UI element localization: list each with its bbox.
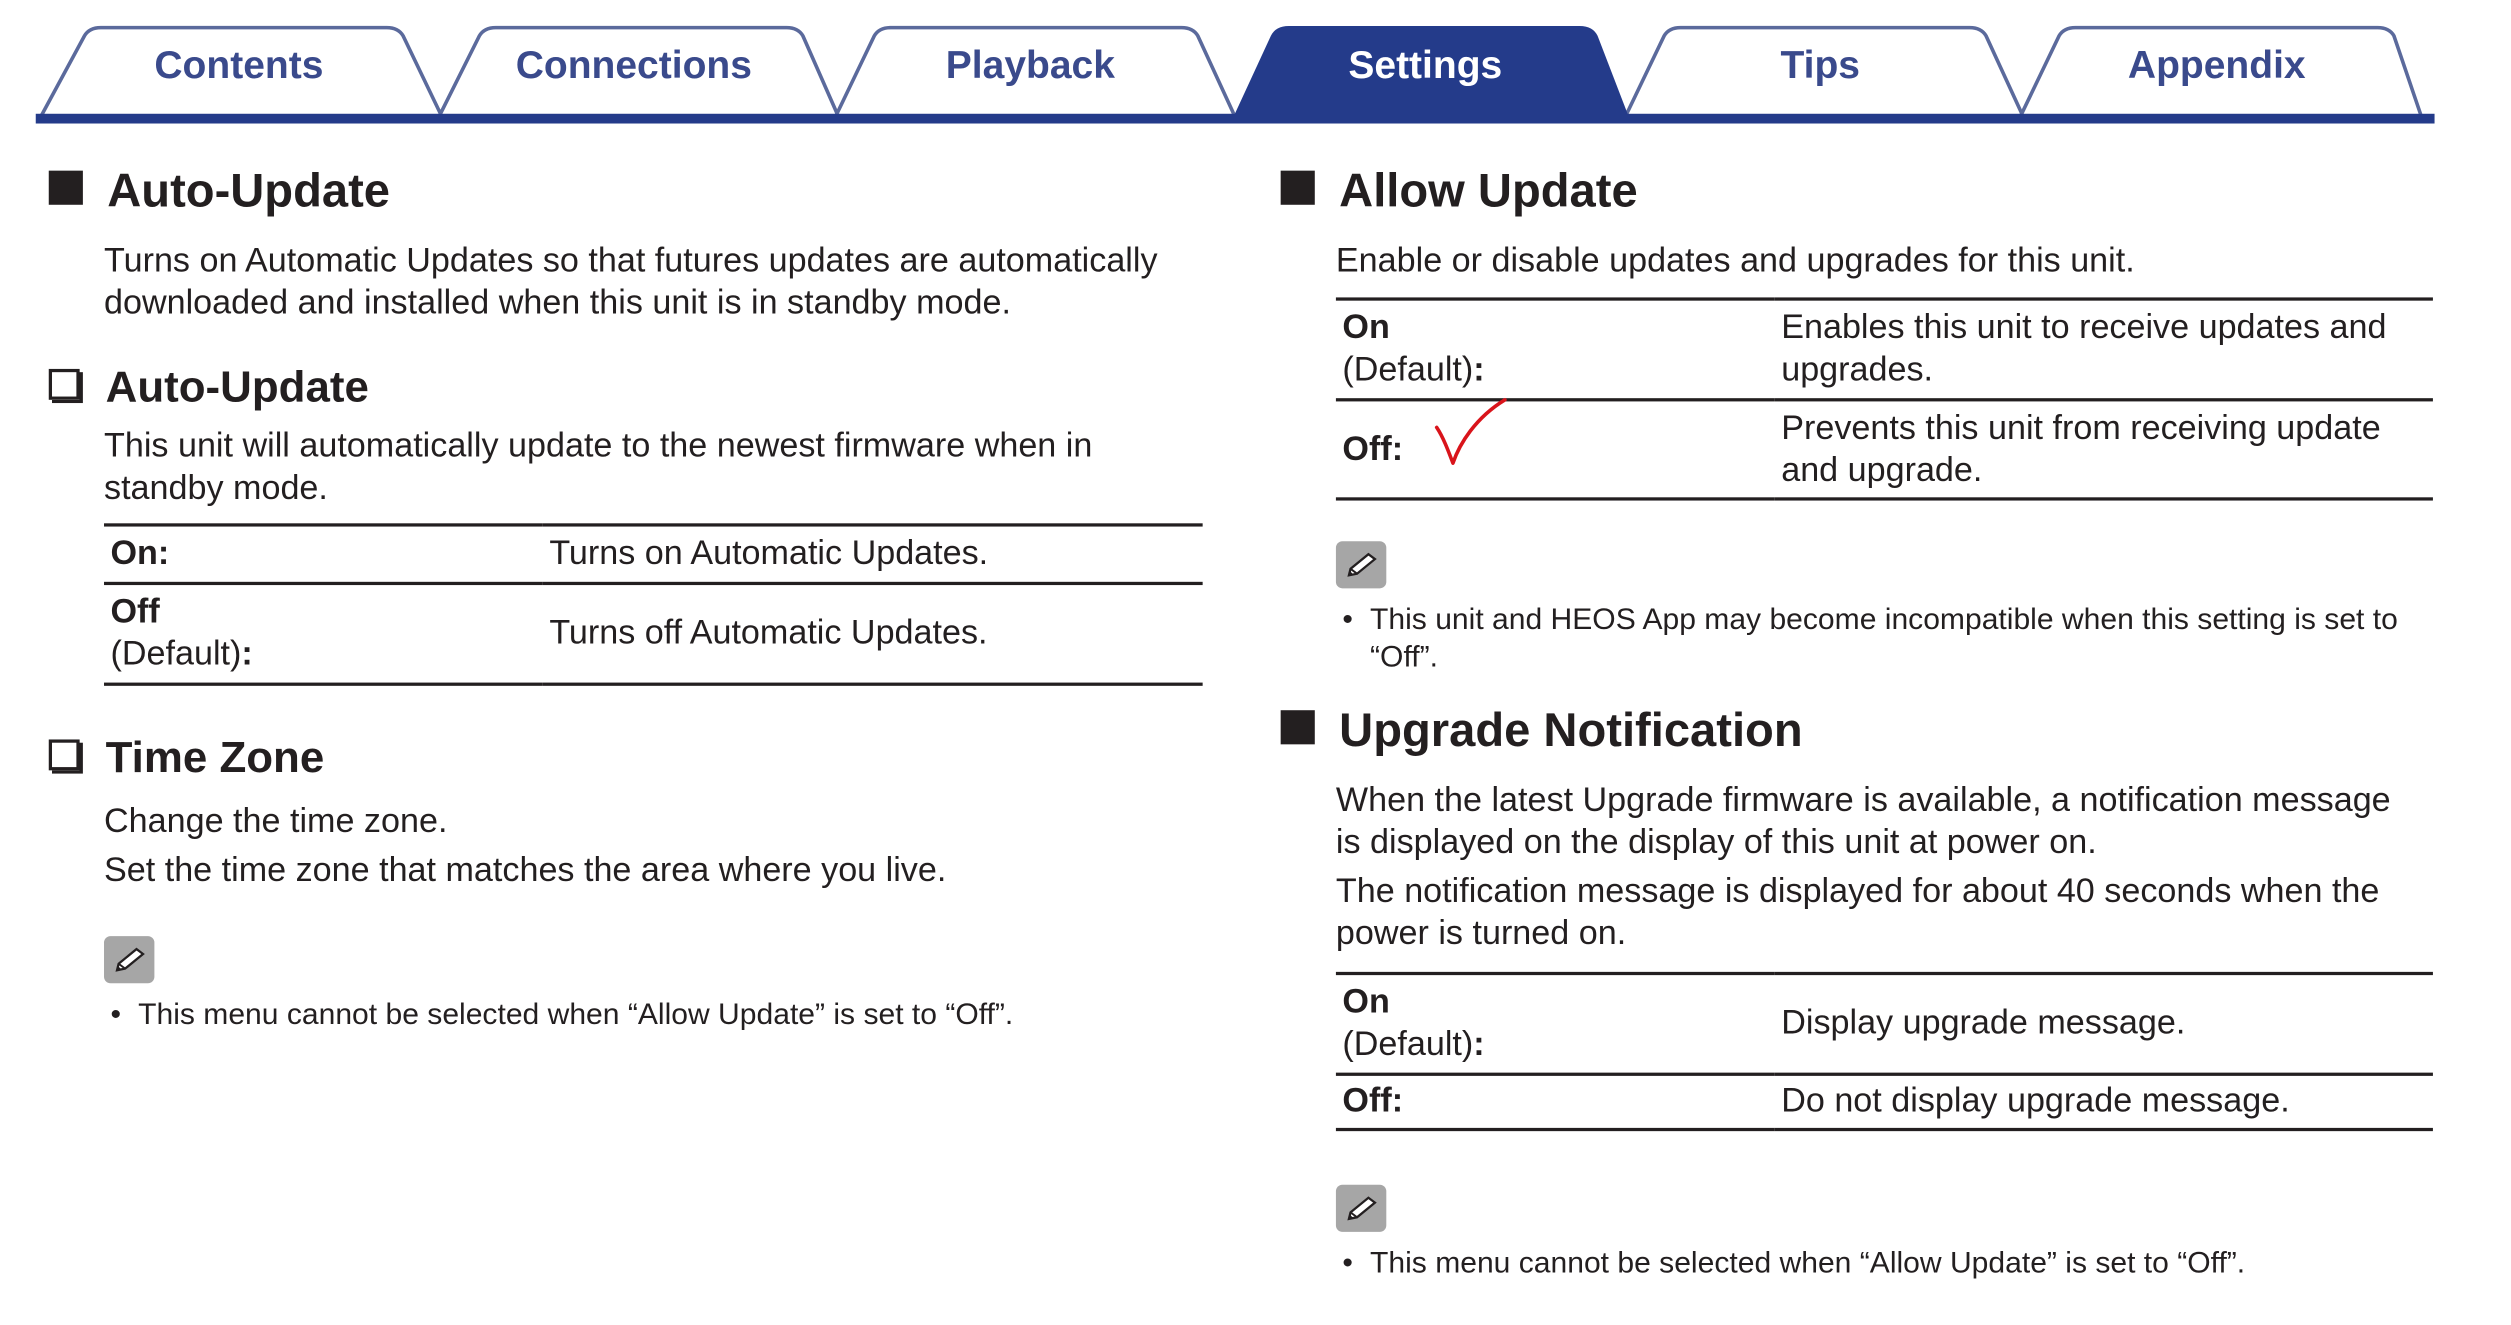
option-name-cell [104, 583, 543, 684]
note-text: This menu cannot be selected when “Allow Update” is set to “Off”. [1370, 1244, 2246, 1280]
text-line: Turns on Automatic Updates so that futures updates are automatically [104, 242, 1158, 280]
auto-update-options-table [104, 523, 1203, 686]
auto-update-sub-description [46, 426, 1208, 511]
table-row [1336, 299, 2433, 400]
tab-contents[interactable]: Contents [154, 43, 324, 88]
allow-update-options-table [1336, 297, 2433, 500]
pencil-icon [1343, 1194, 1379, 1223]
auto-update-main-description [46, 241, 1208, 326]
box-bullet-icon [49, 739, 80, 770]
subsection-heading [46, 726, 1208, 788]
allow-update-note [1277, 600, 2439, 675]
tab-bar [0, 0, 2511, 130]
box-bullet-icon [49, 368, 80, 399]
option-name: On [110, 534, 158, 573]
option-name-cell [1336, 400, 1775, 499]
text-line: Enables this unit to receive updates and [1781, 308, 2387, 347]
option-name-cell [104, 525, 543, 584]
option-name-cell [1336, 299, 1775, 400]
tab-tips[interactable]: Tips [1780, 43, 1860, 88]
tab-playback[interactable]: Playback [945, 43, 1115, 88]
text-line: This unit will automatically update to the newest firmware when in [104, 427, 1093, 465]
text-line: and upgrade. [1781, 450, 1983, 489]
tab-appendix[interactable]: Appendix [2127, 43, 2306, 88]
option-desc [1775, 299, 2433, 400]
text-line: When the latest Upgrade firmware is available, a notification message [1335, 781, 2391, 820]
option-colon: : [241, 635, 253, 673]
section-heading [46, 159, 1208, 224]
bullet-dot: • [1342, 601, 1353, 636]
pencil-note-icon [1336, 541, 1386, 588]
auto-update-sub-section [46, 356, 1208, 686]
option-desc [1775, 400, 2433, 499]
table-row [104, 583, 1203, 684]
section-heading [1277, 699, 2439, 764]
auto-update-main-section [46, 159, 1208, 325]
option-name: On [1342, 308, 1390, 347]
allow-update-heading: Allow Update [1339, 164, 1638, 217]
square-bullet-icon [49, 170, 83, 204]
right-column [1277, 159, 2439, 1280]
option-default: (Default) [1342, 1025, 1474, 1063]
text-line: Prevents this unit from receiving update [1781, 408, 2381, 447]
text-line: downloaded and installed when this unit is in standby mode. [104, 284, 1011, 322]
option-colon: : [1391, 1082, 1404, 1120]
table-row [1336, 973, 2433, 1074]
option-desc: Turns off Automatic Updates. [549, 614, 988, 652]
bullet-dot: • [1342, 1244, 1353, 1280]
option-colon: : [157, 534, 170, 573]
text-line: Change the time zone. [104, 802, 448, 841]
option-colon: : [1473, 1025, 1485, 1063]
upgrade-notification-description [1277, 780, 2439, 956]
text-line: The notification message is displayed for about 40 seconds when the [1335, 872, 2380, 911]
text-line: Set the time zone that matches the area where you live. [104, 851, 947, 889]
allow-update-section [1277, 159, 2439, 674]
option-name-cell [1336, 973, 1775, 1074]
bullet-dot: • [110, 996, 122, 1031]
option-colon: : [1473, 351, 1485, 389]
allow-update-description: Enable or disable updates and upgrades for this unit. [1335, 242, 2135, 280]
time-zone-description [46, 798, 1208, 896]
subsection-heading [46, 356, 1208, 418]
table-row [1336, 400, 2433, 499]
table-row [1336, 1074, 2433, 1129]
text-line: is displayed on the display of this unit at power on. [1335, 823, 2097, 862]
text-line: “Off”. [1370, 638, 1438, 673]
square-bullet-icon [1281, 709, 1315, 743]
option-name: On [1342, 983, 1390, 1021]
text-line: power is turned on. [1335, 914, 1627, 953]
pencil-note-icon [1336, 1185, 1386, 1232]
handwritten-checkmark-icon [1433, 398, 1511, 470]
note-text: This menu cannot be selected when “Allow Update” is set to “Off”. [138, 996, 1014, 1031]
upgrade-notification-section [1277, 699, 2439, 1281]
option-default: (Default) [1342, 351, 1474, 389]
option-name: Off [1342, 429, 1392, 468]
option-desc: Display upgrade message. [1781, 1004, 2186, 1042]
time-zone-heading: Time Zone [105, 732, 325, 781]
option-desc: Turns on Automatic Updates. [549, 534, 989, 573]
pencil-icon [1343, 550, 1379, 579]
left-column [46, 159, 1208, 1032]
option-name: Off [110, 593, 160, 631]
text-line: This unit and HEOS App may become incompatible when this setting is set to [1370, 601, 2398, 636]
time-zone-note [46, 995, 1208, 1032]
tab-connections[interactable]: Connections [515, 43, 752, 88]
upgrade-notification-note [1277, 1243, 2439, 1280]
tab-base-rule [36, 114, 2435, 124]
auto-update-main-heading: Auto-Update [107, 164, 391, 217]
tab-settings[interactable]: Settings [1348, 43, 1503, 88]
square-bullet-icon [1281, 170, 1315, 204]
upgrade-notification-options-table [1336, 972, 2433, 1131]
note-text [1342, 600, 2439, 675]
option-colon: : [1391, 429, 1404, 468]
pencil-icon [111, 945, 147, 974]
section-heading [1277, 159, 2439, 224]
option-name-cell [1336, 1074, 1775, 1129]
option-name: Off [1342, 1082, 1392, 1120]
text-line: standby mode. [104, 469, 328, 508]
option-default: (Default) [110, 635, 242, 673]
upgrade-notification-heading: Upgrade Notification [1339, 704, 1803, 757]
text-line: upgrades. [1781, 351, 1934, 389]
option-desc: Do not display upgrade message. [1781, 1082, 2290, 1120]
table-row [104, 525, 1203, 584]
auto-update-sub-heading: Auto-Update [105, 361, 369, 411]
time-zone-section [46, 726, 1208, 1032]
pencil-note-icon [104, 936, 154, 983]
